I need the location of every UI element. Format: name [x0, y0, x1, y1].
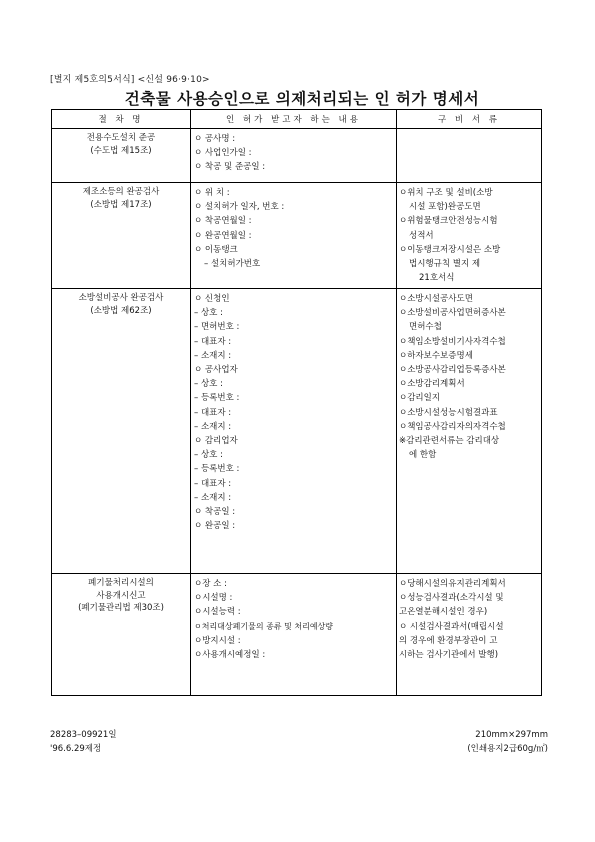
document-item-cont: 법시행규칙 별지 제 [409, 259, 481, 270]
document-item-cont: 21호서식 [419, 273, 455, 284]
procedure-name: 폐기물처리시설의 [88, 578, 154, 588]
document-item-cont: 의 경우에 환경부장관이 고 [399, 635, 498, 646]
content-item: ㅇ 완공연월일 : [194, 230, 252, 241]
document-item: ㅇ소방시설공사도면 [399, 294, 473, 304]
content-subitem: – 상호 : [194, 379, 223, 390]
procedure-name: 제조소등의 완공검사 [82, 187, 160, 197]
content-item: ㅇ시설능력 : [194, 607, 241, 618]
content-item: ㅇ 이동탱크 [194, 244, 238, 255]
footer-left [50, 728, 117, 756]
document-item: ㅇ하자보수보증명세 [399, 350, 473, 361]
content-subitem: – 대표자 : [194, 336, 232, 347]
procedure-name: 전용수도설치 준공 [86, 133, 156, 143]
content-item: ㅇ사용개시예정일 : [194, 650, 266, 661]
document-note: ※감리관련서류는 감리대상 [399, 436, 500, 447]
content-item: ㅇ 위 치 : [194, 188, 230, 198]
document-item: ㅇ위치 구조 및 설비(소방 [399, 188, 493, 198]
table-row [52, 129, 542, 183]
content-item: ㅇ 착공 및 준공일 : [194, 162, 266, 173]
document-item-cont: 면허수첩 [409, 322, 442, 333]
content-cell [191, 129, 397, 183]
document-item-cont: 고온열분해시설인 경우) [399, 607, 488, 618]
document-item: ㅇ감리일지 [399, 393, 441, 404]
document-item: ㅇ 시설검사결과서(매립시설 [399, 621, 504, 632]
content-subitem: – 등록번호 : [194, 464, 240, 475]
document-item: ㅇ소방설비공사업면허증사본 [399, 308, 506, 319]
content-item: ㅇ 착공연월일 : [194, 216, 252, 227]
procedure-cell [52, 129, 191, 183]
content-subitem: – 상호 : [194, 450, 223, 461]
procedure-cell [52, 183, 191, 289]
documents-cell [397, 183, 542, 289]
content-subitem: – 설치허가번호 [204, 259, 261, 270]
content-cell [191, 183, 397, 289]
documents-cell [397, 574, 542, 696]
document-note-cont: 에 한함 [409, 450, 437, 461]
document-item-cont: 시하는 검사기관에서 발행) [399, 650, 499, 661]
paper-size: 210mm×297mm [475, 730, 548, 740]
document-item-cont: 성적서 [409, 230, 434, 241]
table-row [52, 183, 542, 289]
content-item: ㅇ시설명 : [194, 593, 233, 604]
content-item: ㅇ 신청인 [194, 294, 230, 304]
content-subitem: – 면허번호 : [194, 322, 240, 333]
form-reference: [별지 제5호의5서식] <신설 96·9·10> [50, 75, 210, 85]
document-title: 건축물 사용승인으로 의제처리되는 인 허가 명세서 [124, 90, 480, 108]
column-header-documents: 구 비 서 류 [397, 110, 542, 129]
procedure-law: (수도법 제15조) [90, 145, 152, 156]
procedure-name: 소방설비공사 완공검사 [78, 293, 164, 303]
procedure-cell [52, 574, 191, 696]
document-item: ㅇ위험물탱크안전성능시험 [399, 216, 498, 227]
content-subitem: – 대표자 : [194, 478, 232, 489]
content-subitem: – 상호 : [194, 308, 223, 319]
enactment-date: '96.6.29제정 [50, 744, 102, 754]
permit-table [51, 109, 542, 696]
procedure-law: (폐기물관리법 제30조) [78, 603, 164, 613]
document-item: ㅇ소방감리계획서 [399, 379, 465, 390]
document-item: ㅇ소방시설성능시험결과표 [399, 407, 498, 418]
column-header-content: 인 허가 받고자 하는 내용 [191, 110, 397, 129]
document-item: ㅇ성능검사결과(소각시설 및 [399, 593, 504, 604]
content-item: ㅇ처리대상폐기물의 종류 및 처리예상량 [194, 621, 334, 631]
procedure-law: (소방법 제62조) [90, 305, 152, 316]
table-row [52, 574, 542, 696]
table-header-row [52, 110, 542, 129]
content-item: ㅇ 공사명 : [194, 134, 236, 144]
footer-right [420, 728, 548, 756]
content-subitem: – 소재지 : [194, 492, 232, 503]
content-subitem: – 소재지 : [194, 421, 232, 432]
content-subitem: – 소재지 : [194, 350, 232, 361]
content-item: ㅇ방지시설 : [194, 635, 241, 646]
document-item: ㅇ이동탱크저장시설은 소방 [399, 244, 501, 255]
document-item: ㅇ책임소방설비기사자격수첩 [399, 336, 506, 347]
content-subitem: – 등록번호 : [194, 393, 240, 404]
content-item: ㅇ 공사업자 [194, 365, 238, 376]
content-cell [191, 574, 397, 696]
document-item-cont: 시설 포함)완공도면 [409, 202, 481, 213]
content-subitem: – 대표자 : [194, 407, 232, 418]
document-item: ㅇ책임공사감리자의자격수첩 [399, 421, 506, 432]
column-header-procedure: 절 차 명 [52, 110, 191, 129]
content-item: ㅇ 설치허가 일자, 번호 : [194, 202, 285, 213]
document-item: ㅇ당해시설의유지관리계획서 [399, 579, 506, 589]
document-item: ㅇ소방공사감리업등록증사본 [399, 365, 506, 376]
content-item: ㅇ 착공일 : [194, 507, 236, 518]
form-number: 28283–09921일 [50, 730, 117, 740]
documents-cell [397, 129, 542, 183]
content-item: ㅇ 완공일 : [194, 521, 236, 532]
content-cell [191, 289, 397, 574]
content-item: ㅇ 사업인가일 : [194, 148, 252, 159]
procedure-cell [52, 289, 191, 574]
paper-spec: (인쇄용지2급60g/㎡) [467, 744, 548, 754]
documents-cell [397, 289, 542, 574]
content-item: ㅇ 감리업자 [194, 436, 238, 447]
content-item: ㅇ장 소 : [194, 579, 227, 589]
table-row [52, 289, 542, 574]
procedure-law: (소방법 제17조) [90, 199, 152, 210]
procedure-name-cont: 사용개시신고 [96, 590, 146, 601]
